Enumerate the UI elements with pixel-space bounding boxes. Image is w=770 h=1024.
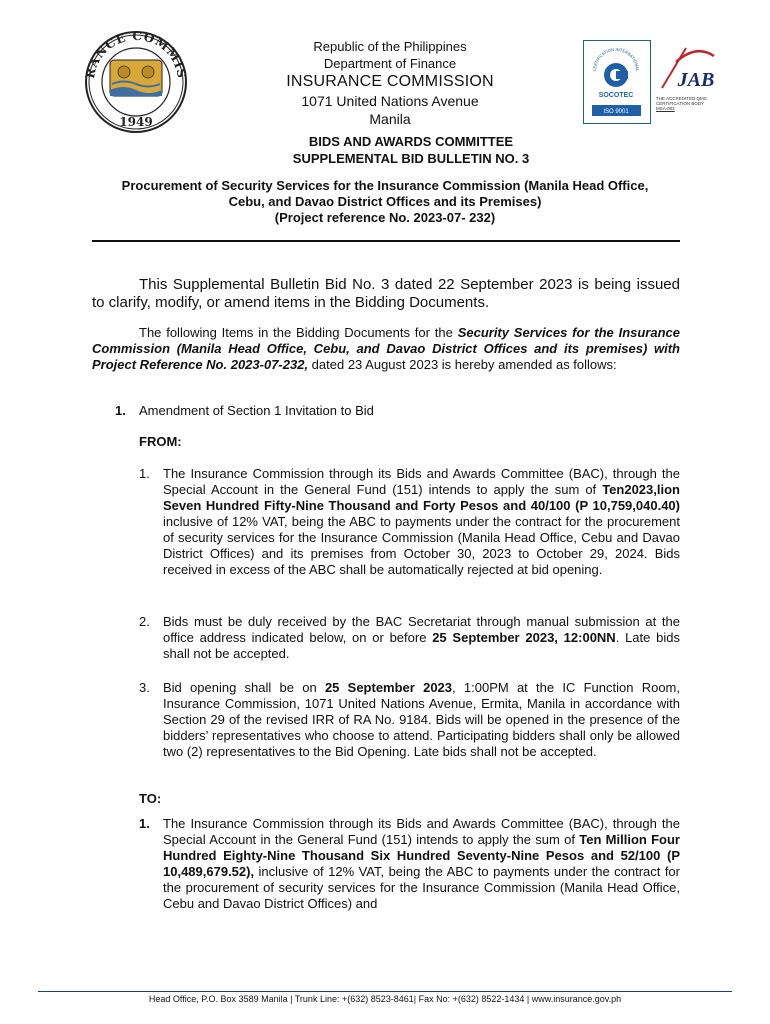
- intro-paragraph-2: The following Items in the Bidding Documents for the Security Services for the Insurance Commission (Manila Head Office, Cebu, and Davao District Offices and its premises) with Project Reference No. 2023-07-232, dated 23 August 2023 is hereby amended as follows:: [92, 325, 680, 372]
- committee-name: BIDS AND AWARDS COMMITTEE: [308, 134, 514, 149]
- project-title-emphasis: Security Services for the Insurance Commission (Manila Head Office, Cebu, and Davao District Offices and its premises) with Project Reference No. 2023-07-232,: [92, 325, 680, 372]
- footer-contact: Head Office, P.O. Box 3589 Manila | Trunk Line: +(632) 8523-8461| Fax No: +(632) 8522-1434 | www.insurance.gov.ph: [148, 994, 622, 1004]
- socotec-label: SOCOTEC: [598, 92, 634, 99]
- title-divider: [92, 240, 680, 242]
- procurement-title: [90, 178, 680, 226]
- footer-divider: [38, 991, 732, 992]
- address-line: 1071 United Nations Avenue: [301, 93, 479, 109]
- section-heading: 1. Amendment of Section 1 Invitation to Bid: [115, 403, 374, 418]
- to-item-1: 1. The Insurance Commission through its Bids and Awards Committee (BAC), through the Special Account in the General Fund (151) intends to apply the sum of Ten Million Four Hundred Eighty-Nine Thousand Six Hundred Seventy-Nine Pesos and 52/100 (P 10,489,679.52), inclusive of 12% VAT, being the ABC to payments under the contract for the procurement of security services for the Insurance Commission (Manila Head Office, Cebu and Davao District Offices) and: [139, 816, 680, 911]
- seal-year: 1949: [119, 115, 153, 129]
- procurement-line-1: Procurement of Security Services for the Insurance Commission (Manila Head Office,: [121, 178, 649, 193]
- from-label: FROM:: [139, 434, 182, 449]
- jab-accreditation-logo: [656, 42, 720, 122]
- jab-code: MSA-002: [656, 106, 675, 111]
- insurance-commission-seal: [76, 30, 196, 134]
- jab-caption: THE ACCREDITED QMS CERTIFICATION BODY: [656, 96, 707, 106]
- from-item-3: 3. Bid opening shall be on 25 September 2023, 1:00PM at the IC Function Room, Insurance Commission, 1071 United Nations Avenue, Ermita, Manila in accordance with Section 29 of the revised IRR of RA No. 9184. Bids will be opened in the presence of the bidders’ representatives who choose to attend. Participating bidders shall only be allowed two (2) representatives to the Bid Opening. Late bids shall not be accepted.: [139, 680, 680, 759]
- letterhead: [240, 38, 540, 128]
- republic-line: Republic of the Philippines: [313, 39, 467, 54]
- agency-name: INSURANCE COMMISSION: [286, 73, 494, 90]
- seal-arc-text: RANCE COMMIS: [82, 30, 189, 80]
- department-line: Department of Finance: [323, 56, 457, 71]
- to-label: TO:: [139, 791, 162, 806]
- iso-label: ISO 9001: [603, 109, 629, 115]
- socotec-iso-logo: [583, 40, 651, 124]
- section-title: Amendment of Section 1 Invitation to Bid: [139, 403, 374, 418]
- intro-paragraph-1: This Supplemental Bulletin Bid No. 3 dated 22 September 2023 is being issued to clarify, modify, or amend items in the Bidding Documents.: [92, 276, 680, 311]
- city-line: Manila: [369, 111, 411, 127]
- from-item-1: 1. The Insurance Commission through its Bids and Awards Committee (BAC), through the Special Account in the General Fund (151) intends to apply the sum of Ten2023,lion Seven Hundred Fifty-Nine Thousand and Forty Pesos and 40/100 (P 10,759,040.40) inclusive of 12% VAT, being the ABC to payments under the contract for the procurement of security services for the Insurance Commission (Manila Head Office, Cebu and Davao District Offices) and its premises from October 30, 2023 to October 29, 2024. Bids received in excess of the ABC shall be automatically rejected at bid opening.: [139, 466, 680, 577]
- socotec-arc-text: CERTIFICATION INTERNATIONAL: [591, 46, 641, 72]
- procurement-line-2: Cebu, and Davao District Offices and its Premises): [228, 194, 542, 209]
- committee-heading: [0, 133, 770, 167]
- project-reference: (Project reference No. 2023-07- 232): [274, 210, 496, 225]
- jab-label: JAB: [677, 69, 715, 91]
- bulletin-title: SUPPLEMENTAL BID BULLETIN NO. 3: [292, 151, 530, 166]
- from-item-2: 2. Bids must be duly received by the BAC Secretariat through manual submission at the office address indicated below, on or before 25 September 2023, 12:00NN. Late bids shall not be accepted.: [139, 614, 680, 661]
